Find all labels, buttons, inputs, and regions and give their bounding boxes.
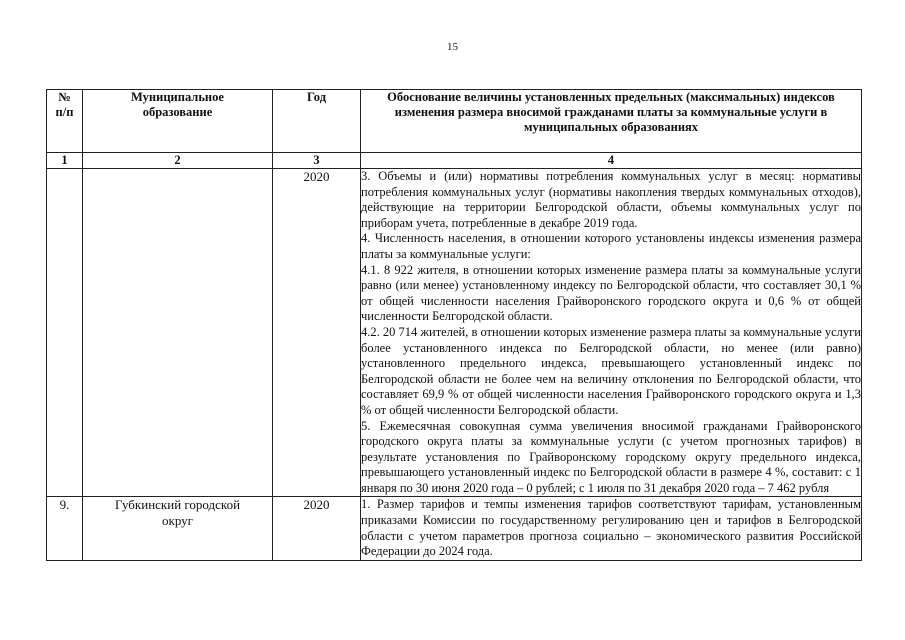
justification-paragraph: 3. Объемы и (или) нормативы потребления коммунальных услуг в месяц: нормативы потребления коммунальных услуг (нормативы накопления твердых коммунальных отходов), действующие на территории Белгородской области, объемы коммунальных услуг по приборам учета, потребленные в декабре 2019 года. bbox=[361, 169, 861, 230]
column-numbers-row bbox=[47, 153, 862, 169]
header-municipality: Муниципальное образование bbox=[83, 90, 273, 153]
row-year: 2020 bbox=[273, 169, 361, 497]
column-number: 2 bbox=[83, 153, 273, 169]
tariff-index-table bbox=[46, 89, 862, 561]
column-number: 3 bbox=[273, 153, 361, 169]
header-number: № п/п bbox=[47, 90, 83, 153]
table-row bbox=[47, 169, 862, 497]
row-municipality bbox=[83, 169, 273, 497]
row-number bbox=[47, 169, 83, 497]
justification-paragraph: 5. Ежемесячная совокупная сумма увеличения вносимой гражданами Грайворонского городского округа платы за коммунальные услуги (с учетом прогнозных тарифов) в результате установления по Грайворонскому городскому округу предельного индекса, превышающего установленный индекс по Белгородской области в размере 4 %, составит: с 1 января по 30 июня 2020 года – 0 рублей; с 1 июля по 31 декабря 2020 года – 7 462 рубля bbox=[361, 418, 861, 495]
justification-paragraph: 1. Размер тарифов и темпы изменения тарифов соответствуют тарифам, установленным приказами Комиссии по государственному регулированию цен и тарифов в Белгородской области с учетом параметров прогноза социально – экономического развития Российской Федерации до 2024 года. bbox=[361, 497, 861, 559]
row-justification bbox=[361, 169, 862, 497]
header-year: Год bbox=[273, 90, 361, 153]
table-row bbox=[47, 497, 862, 560]
row-number: 9. bbox=[47, 497, 83, 560]
row-year: 2020 bbox=[273, 497, 361, 560]
header-row bbox=[47, 90, 862, 153]
page-number: 15 bbox=[447, 41, 458, 53]
justification-paragraph: 4.2. 20 714 жителей, в отношении которых изменение размера платы за коммунальные услуги более установленного индекса по Белгородской области, но менее (или равно) установленного предельного индекса, превышающего установленный индекс по Белгородской области не более чем на величину отклонения по Белгородской области, что составляет 69,9 % от общей численности населения Грайворонского городского округа и 1,3 % от общей численности Белгородской области. bbox=[361, 324, 861, 417]
row-municipality: Губкинский городской округ bbox=[83, 497, 273, 560]
justification-paragraph: 4.1. 8 922 жителя, в отношении которых изменение размера платы за коммунальные услуги равно (или менее) установленному индексу по Белгородской области, что составляет 30,1 % от общей численности населения Грайворонского городского округа и 0,6 % от общей численности Белгородской области. bbox=[361, 262, 861, 324]
header-justification: Обоснование величины установленных предельных (максимальных) индексов изменения размера вносимой гражданами платы за коммунальные услуги в муниципальных образованиях bbox=[361, 90, 862, 153]
row-justification bbox=[361, 497, 862, 560]
column-number: 4 bbox=[361, 153, 862, 169]
column-number: 1 bbox=[47, 153, 83, 169]
justification-paragraph: 4. Численность населения, в отношении которого установлены индексы изменения размера платы за коммунальные услуги: bbox=[361, 231, 861, 261]
